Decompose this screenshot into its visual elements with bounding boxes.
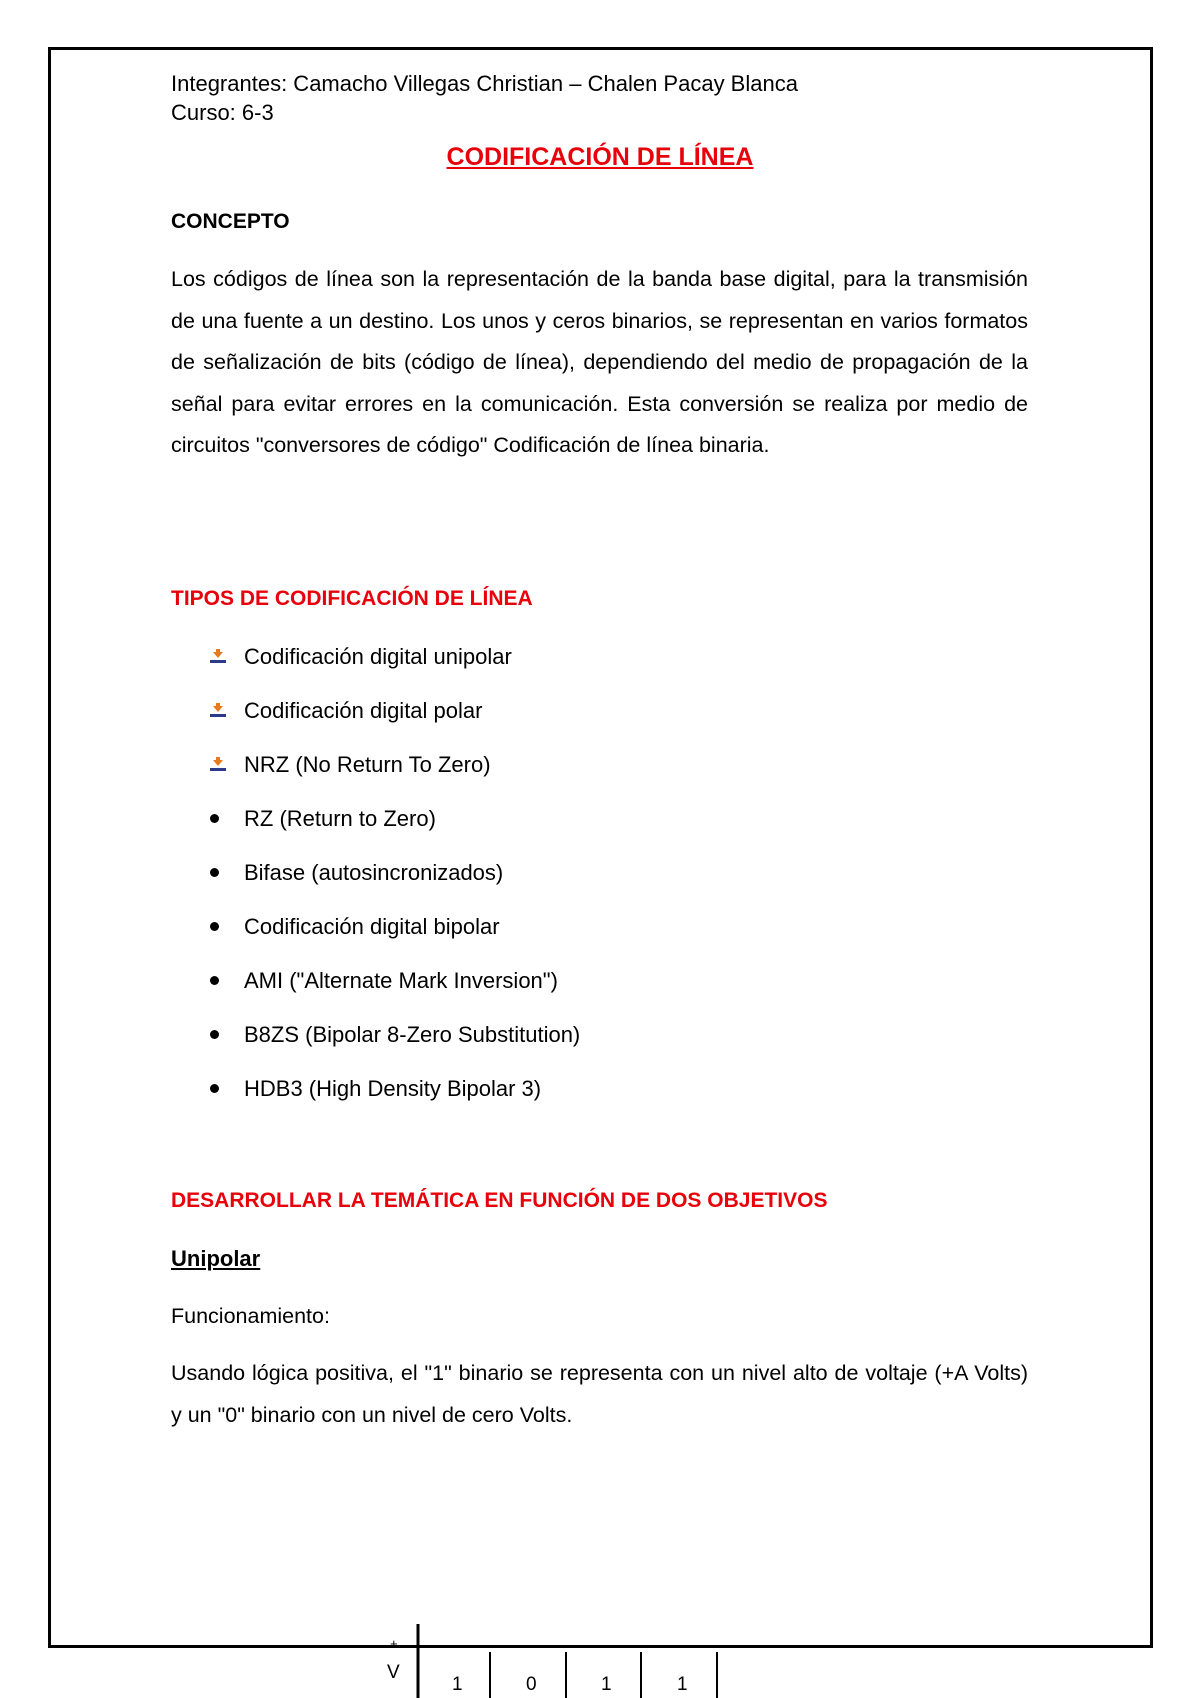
types-heading: TIPOS DE CODIFICACIÓN DE LÍNEA bbox=[171, 587, 533, 610]
unipolar-subheading: Unipolar bbox=[171, 1246, 261, 1271]
members-line: Integrantes: Camacho Villegas Christian – Chalen Pacay Blanca bbox=[171, 71, 798, 96]
list-item: Codificación digital unipolar bbox=[204, 636, 580, 690]
page-title: CODIFICACIÓN DE LÍNEA bbox=[446, 143, 754, 171]
bit-label: 1 bbox=[677, 1674, 688, 1695]
list-item: AMI ("Alternate Mark Inversion") bbox=[204, 960, 580, 1014]
function-label: Funcionamiento: bbox=[171, 1304, 330, 1328]
list-item: B8ZS (Bipolar 8-Zero Substitution) bbox=[204, 1014, 580, 1068]
list-item: HDB3 (High Density Bipolar 3) bbox=[204, 1068, 580, 1122]
bit-label: 1 bbox=[452, 1674, 463, 1695]
list-item: NRZ (No Return To Zero) bbox=[204, 744, 580, 798]
list-item: Codificación digital polar bbox=[204, 690, 580, 744]
list-item: Codificación digital bipolar bbox=[204, 906, 580, 960]
unipolar-paragraph: Usando lógica positiva, el "1" binario se representa con un nivel alto de voltaje (+A Volts) y un "0" binario con un nivel de cero Volts. bbox=[171, 1361, 1028, 1427]
list-item: Bifase (autosincronizados) bbox=[204, 852, 580, 906]
axis-plus-sign: + bbox=[390, 1636, 398, 1651]
bit-label: 0 bbox=[526, 1674, 537, 1695]
develop-heading: DESARROLLAR LA TEMÁTICA EN FUNCIÓN DE DOS OBJETIVOS bbox=[171, 1189, 828, 1212]
course-line: Curso: 6-3 bbox=[171, 100, 274, 125]
axis-label: V bbox=[387, 1662, 400, 1683]
concept-heading: CONCEPTO bbox=[171, 210, 290, 233]
bit-label: 1 bbox=[601, 1674, 612, 1695]
concept-paragraph: Los códigos de línea son la representación de la banda base digital, para la transmisión de una fuente a un destino. Los unos y ceros binarios, se representan en varios formatos de señalización de bits (código de línea), dependiendo del medio de propagación de la señal para evitar errores en la comunicación. Esta conversión se realiza por medio de circuitos "conversores de código" Codificación de línea binaria. bbox=[171, 267, 1028, 457]
list-item: RZ (Return to Zero) bbox=[204, 798, 580, 852]
